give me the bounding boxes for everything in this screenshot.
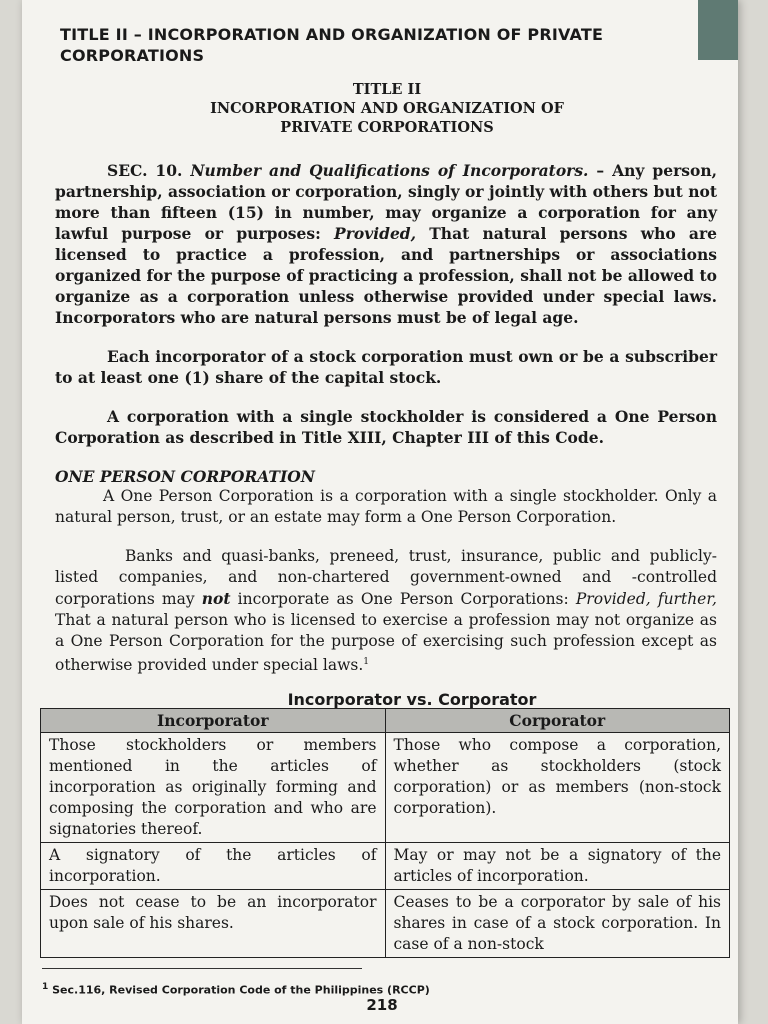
section-heading: Number and Qualifications of Incorporators. — [190, 161, 589, 180]
table-row — [41, 733, 730, 843]
table-cell: A signatory of the articles of incorporation. — [41, 843, 386, 890]
section-provided: Provided, — [334, 224, 417, 243]
table-header-corporator: Corporator — [385, 709, 730, 733]
table-row — [41, 843, 730, 890]
opc-heading: ONE PERSON CORPORATION — [55, 467, 315, 486]
title-line-3: PRIVATE CORPORATIONS — [280, 119, 494, 136]
table-cell: Does not cease to be an incorporator upon sale of his shares. — [41, 890, 386, 958]
title-line-1: TITLE II — [352, 81, 422, 98]
incorporator-share-text: Each incorporator of a stock corporation must own or be a subscriber to at least one (1) share of the capital stock. — [55, 347, 717, 387]
opc-restrictions-text-a: Banks and quasi-banks, preneed, trust, insurance, public and publicly-listed companies, and non-chartered government-owned and -controlled corporations may — [55, 547, 717, 608]
opc-restrictions-paragraph — [55, 546, 717, 676]
title-block — [172, 80, 602, 137]
single-stockholder-text: A corporation with a single stockholder is considered a One Person Corporation as described in Title XIII, Chapter III of this Code. — [55, 407, 717, 447]
table-row — [41, 890, 730, 958]
opc-not-emphasis: not — [201, 589, 231, 608]
table-cell: Those who compose a corporation, whether as stockholders (stock corporation) or as members (non-stock corporation). — [385, 733, 730, 843]
section-text-b: That natural persons who are licensed to practice a profession, and partnerships or associations organized for the purpose of practicing a profession, shall not be allowed to organize as a corporation unless otherwise provided under special laws. Incorporators who are natural persons must be of legal age. — [55, 224, 717, 327]
opc-restrictions-text-b: incorporate as One Person Corporations: — [230, 590, 576, 608]
opc-definition-text: A One Person Corporation is a corporation with a single stockholder. Only a natural person, trust, or an estate may form a One Person Corporation. — [55, 487, 717, 526]
section-number: SEC. 10. — [107, 161, 183, 180]
table-cell: Ceases to be a corporator by sale of his shares in case of a stock corporation. In case of a non-stock — [385, 890, 730, 958]
footnote — [42, 982, 642, 997]
title-line-2: INCORPORATION AND ORGANIZATION OF — [210, 100, 564, 117]
table-header-incorporator: Incorporator — [41, 709, 386, 733]
section-10-paragraph — [55, 160, 717, 328]
table-title: Incorporator vs. Corporator — [287, 690, 537, 709]
page-number: 218 — [366, 996, 398, 1014]
footnote-reference: 1 — [363, 657, 370, 667]
page-corner-decoration — [698, 0, 738, 60]
book-page — [22, 0, 738, 1024]
footnote-marker: 1 — [42, 982, 49, 992]
incorporator-vs-corporator-table — [40, 708, 730, 958]
table-header-row — [41, 709, 730, 733]
table-cell: Those stockholders or members mentioned in the articles of incorporation as originally forming and composing the corporation and who are signatories thereof. — [41, 733, 386, 843]
opc-provided-further: Provided, further, — [575, 590, 717, 608]
section-text-a: – Any person, partnership, association or corporation, singly or jointly with others but not more than fifteen (15) in number, may organize a corporation for any lawful purpose or purposes: — [55, 161, 717, 243]
footnote-divider — [42, 968, 362, 969]
footnote-text: Sec.116, Revised Corporation Code of the Philippines (RCCP) — [52, 983, 430, 997]
opc-restrictions-text-c: That a natural person who is licensed to exercise a profession may not organize as a One Person Corporation for the purpose of exercising such profession except as otherwise provided under special laws. — [55, 611, 717, 675]
single-stockholder-paragraph — [55, 406, 717, 448]
running-header: TITLE II – INCORPORATION AND ORGANIZATION OF PRIVATE CORPORATIONS — [60, 25, 604, 65]
table-cell: May or may not be a signatory of the articles of incorporation. — [385, 843, 730, 890]
opc-definition-paragraph — [55, 486, 717, 528]
incorporator-share-paragraph — [55, 346, 717, 388]
